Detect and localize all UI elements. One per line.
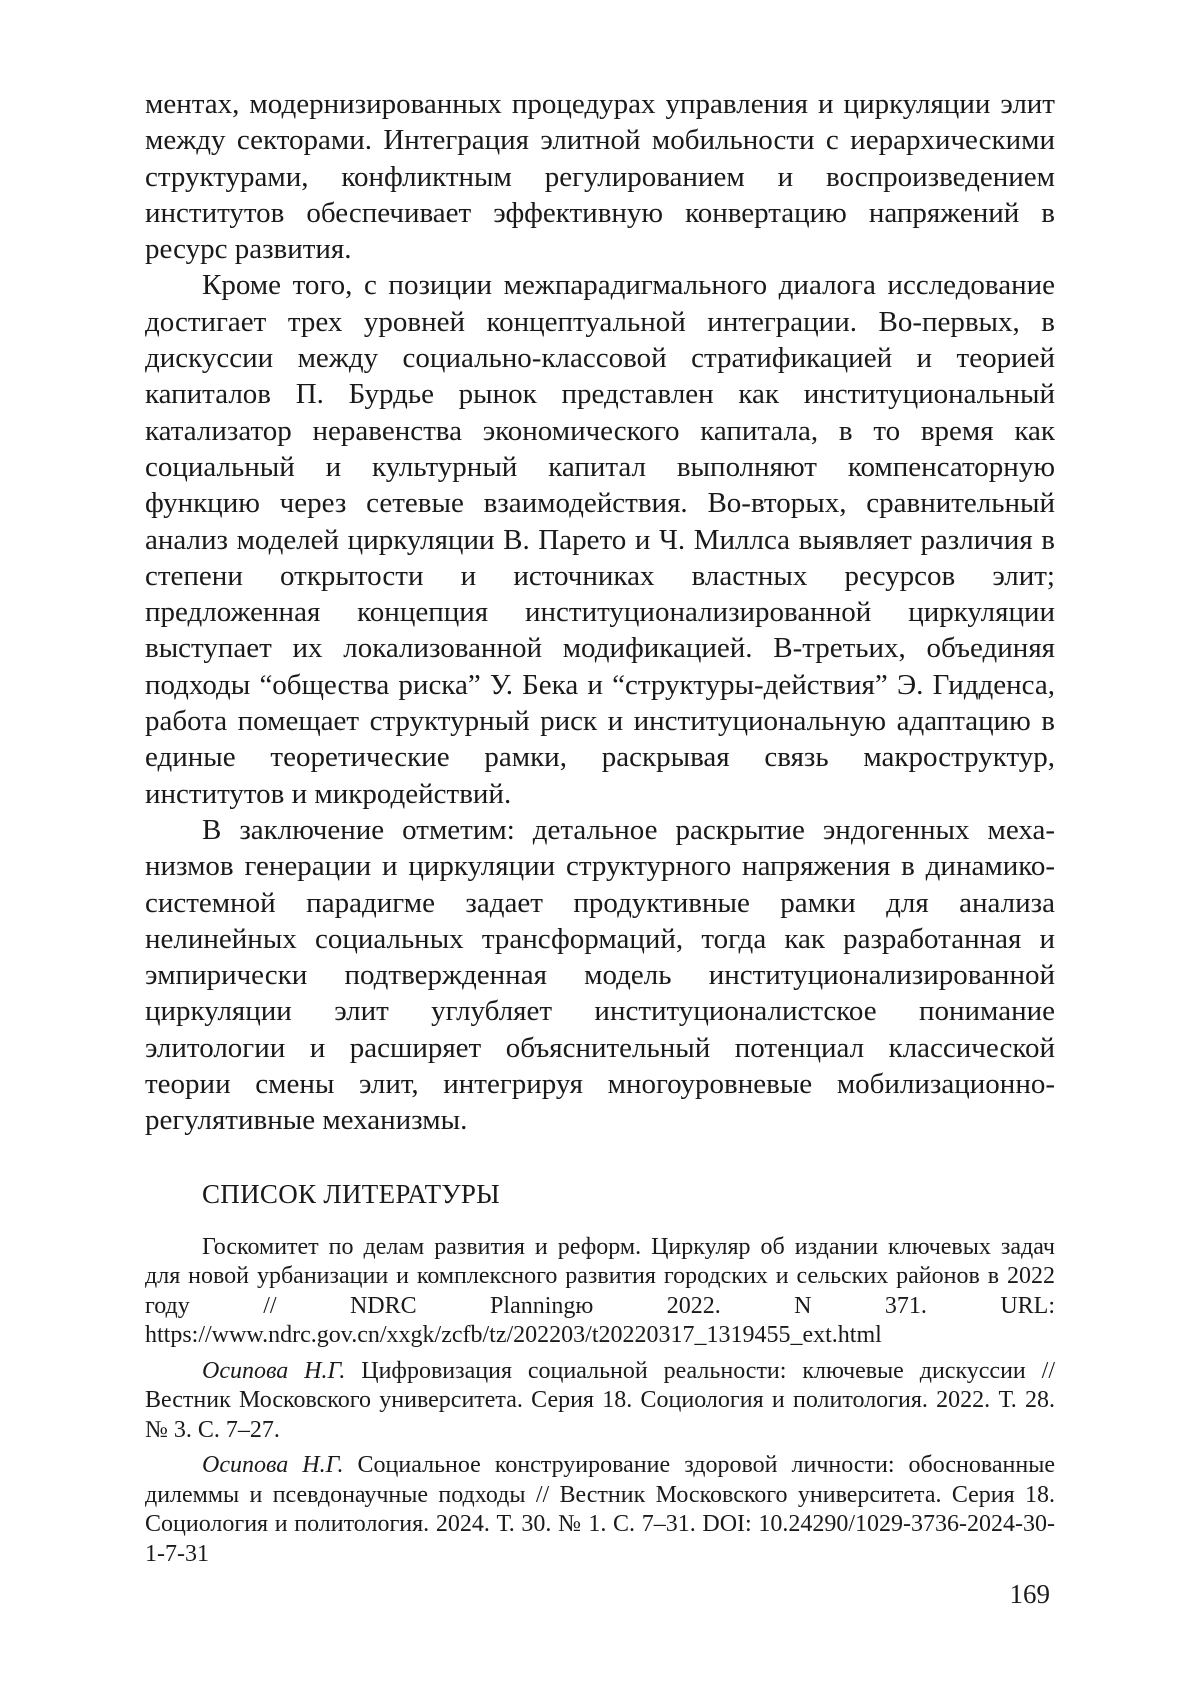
reference-text: Цифровизация социальной реальности: ключевые дискуссии // Вестник Московского университета. Серия 18. Социология и политология. 2022. Т. 28. № 3. С. 7–27.: [145, 1357, 1055, 1443]
reference-text: Госкомитет по делам развития и реформ. Циркуляр об издании ключевых задач для новой урбанизации и комплексного развития городских и сельских районов в 2022 году // NDRC Planningю 2022. N 371. URL: https://www.ndrc.gov.cn/xxgk/zcfb/tz/202203/t20220317_1319455_ext.html: [145, 1233, 1055, 1349]
body-paragraph: Кроме того, с позиции межпарадигмального диалога исследование достигает трех уровней концептуальной интеграции. Во-первых, в дискуссии между социально-классовой стратификацией и теорией капиталов П. Бурдье рынок представлен как институциональный катализатор неравенства экономического капитала, в то время как социальный и культурный капитал выполняют компенсаторную функцию через сетевые взаимодействия. Во-вторых, сравнительный анализ моделей циркуляции В. Парето и Ч. Миллса выявляет различия в степени открытости и источниках властных ресурсов элит; предложенная концепция институционализированной циркуляции выступает их локализованной модификацией. В-третьих, объединяя подходы “общества риска” У. Бека и “структуры-действия” Э. Гидденса, работа помещает структурный риск и институциональную адаптацию в единые теоретические рамки, раскрывая связь макроструктур, институтов и микродействий.: [145, 269, 1055, 810]
document-page: [145, 86, 1055, 1575]
reference-author: Осипова Н.Г.: [202, 1452, 344, 1479]
reference-item: [145, 1357, 1055, 1446]
body-paragraph-continued: ментах, модернизированных процедурах управления и циркуляции элит между секторами. Интеграция элитной мобильности с иерархическими структурами, конфликтным регулированием и воспроизведением институтов обеспечивает эффективную конвертацию напряжений в ресурс развития.: [145, 88, 1055, 266]
reference-author: Осипова Н.Г.: [202, 1357, 346, 1384]
references-heading: СПИСОК ЛИТЕРАТУРЫ: [202, 1178, 501, 1209]
body-paragraph: В заключение отметим: детальное раскрытие эндогенных механизмов генерации и циркуляции структурного напряжения в динамико-системной парадигме задает продуктивные рамки для анализа нелинейных социальных трансформаций, тогда как разработанная и эмпирически подтвержденная модель институционализированной циркуляции элит углубляет институционалистское понимание элитологии и расширяет объяснительный потенциал классической теории смены элит, интегрируя многоуровневые мобилизационно-регулятивные механизмы.: [145, 813, 1055, 1137]
reference-text: Социальное конструирование здоровой личности: обоснованные дилеммы и псевдонаучные подходы // Вестник Московского университета. Серия 18. Социология и политология. 2024. Т. 30. № 1. С. 7–31. DOI: 10.24290/1029-3736-2024-30-1-7-31: [145, 1452, 1055, 1567]
reference-item: [145, 1451, 1055, 1569]
reference-item: [145, 1233, 1055, 1351]
page-number: 169: [1009, 1579, 1050, 1609]
